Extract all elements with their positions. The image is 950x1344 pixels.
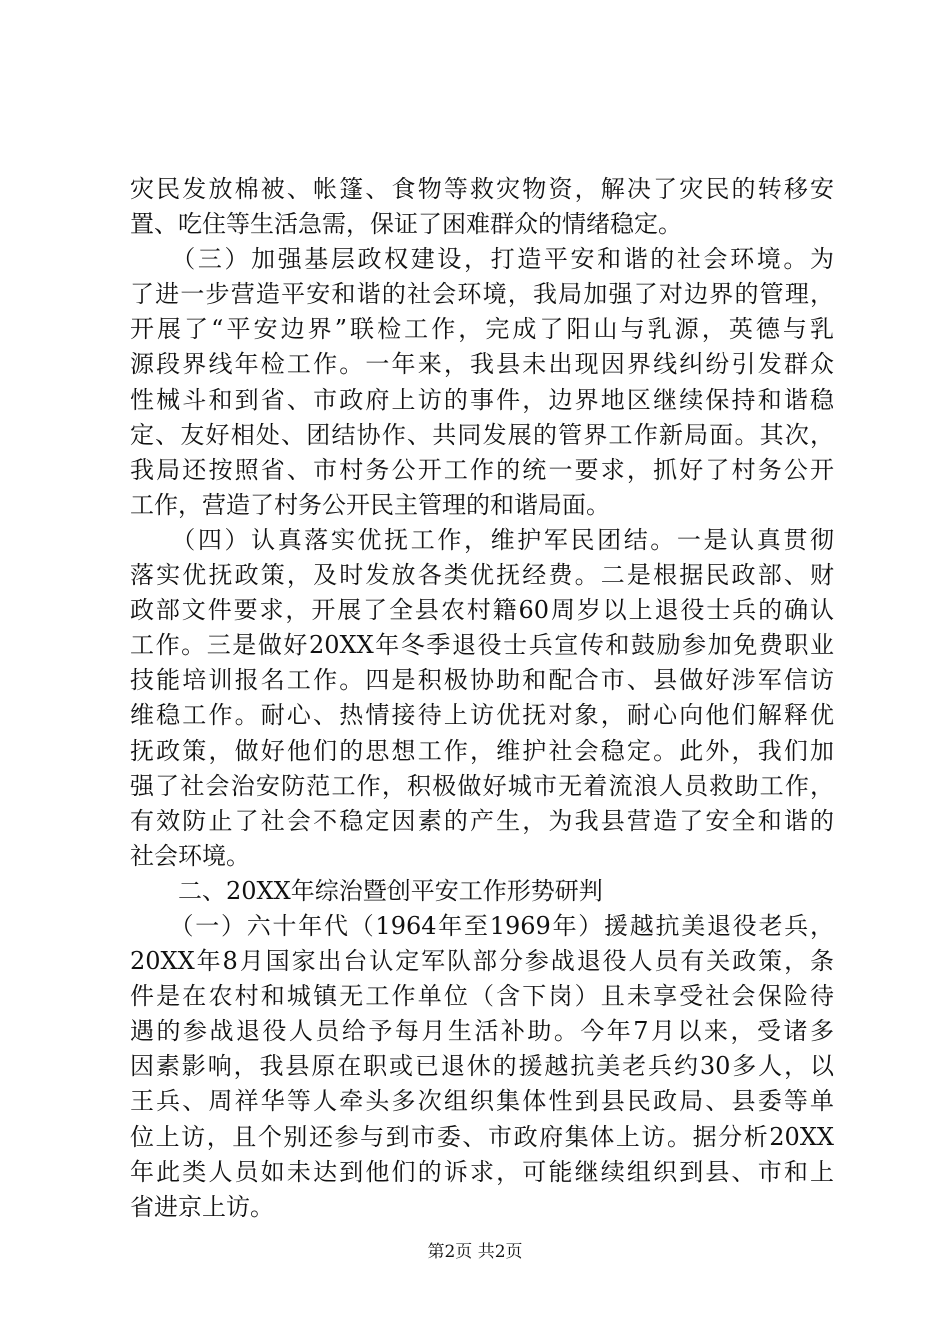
text-line: 置、吃住等生活急需，保证了困难群众的情绪稳定。 <box>130 210 682 239</box>
text-line: （四）认真落实优抚工作，维护军民团结。一是认真贯彻 <box>130 525 834 554</box>
text-line: 位上访，且个别还参与到市委、市政府集体上访。据分析20XX <box>130 1122 834 1151</box>
text-line: 件是在农村和城镇无工作单位（含下岗）且未享受社会保险待 <box>130 982 834 1011</box>
text-line: 遇的参战退役人员给予每月生活补助。今年7月以来，受诸多 <box>130 1017 834 1046</box>
text-line: 灾民发放棉被、帐篷、食物等救灾物资，解决了灾民的转移安 <box>130 175 834 203</box>
text-line: 省进京上访。 <box>130 1192 274 1221</box>
text-line: 王兵、周祥华等人牵头多次组织集体性到县民政局、县委等单 <box>130 1087 834 1116</box>
text-line: 我局还按照省、市村务公开工作的统一要求，抓好了村务公开 <box>130 455 834 484</box>
text-line: 开展了“平安边界”联检工作，完成了阳山与乳源，英德与乳 <box>130 315 834 344</box>
text-line: 工作。三是做好20XX年冬季退役士兵宣传和鼓励参加免费职业 <box>130 631 834 660</box>
text-line: （三）加强基层政权建设，打造平安和谐的社会环境。为 <box>130 245 834 274</box>
text-line: 因素影响，我县原在职或已退休的援越抗美老兵约30多人，以 <box>130 1052 834 1081</box>
text-line: 源段界线年检工作。一年来，我县未出现因界线纠纷引发群众 <box>130 350 834 379</box>
text-line: 有效防止了社会不稳定因素的产生，为我县营造了安全和谐的 <box>130 806 834 835</box>
text-line: 技能培训报名工作。四是积极协助和配合市、县做好涉军信访 <box>130 666 834 695</box>
text-line: 定、友好相处、团结协作、共同发展的管界工作新局面。其次， <box>130 420 834 449</box>
text-line: 社会环境。 <box>130 841 250 870</box>
document-body <box>130 172 834 1225</box>
text-line: （一）六十年代（1964年至1969年）援越抗美退役老兵， <box>130 911 834 940</box>
text-line: 20XX年8月国家出台认定军队部分参战退役人员有关政策，条 <box>130 947 834 976</box>
text-line: 性械斗和到省、市政府上访的事件，边界地区继续保持和谐稳 <box>130 385 834 414</box>
text-line: 二、20XX年综治暨创平安工作形势研判 <box>130 876 603 905</box>
text-line: 了进一步营造平安和谐的社会环境，我局加强了对边界的管理， <box>130 280 834 309</box>
text-line: 年此类人员如未达到他们的诉求，可能继续组织到县、市和上 <box>130 1157 834 1186</box>
text-line: 抚政策，做好他们的思想工作，维护社会稳定。此外，我们加 <box>130 736 834 765</box>
text-line: 维稳工作。耐心、热情接待上访优抚对象，耐心向他们解释优 <box>130 701 834 730</box>
text-line: 强了社会治安防范工作，积极做好城市无着流浪人员救助工作， <box>130 771 834 800</box>
text-line: 落实优抚政策，及时发放各类优抚经费。二是根据民政部、财 <box>130 561 834 590</box>
page-footer: 第2页 共2页 <box>427 1242 523 1262</box>
text-line: 政部文件要求，开展了全县农村籍60周岁以上退役士兵的确认 <box>130 596 834 625</box>
text-line: 工作，营造了村务公开民主管理的和谐局面。 <box>130 490 610 519</box>
